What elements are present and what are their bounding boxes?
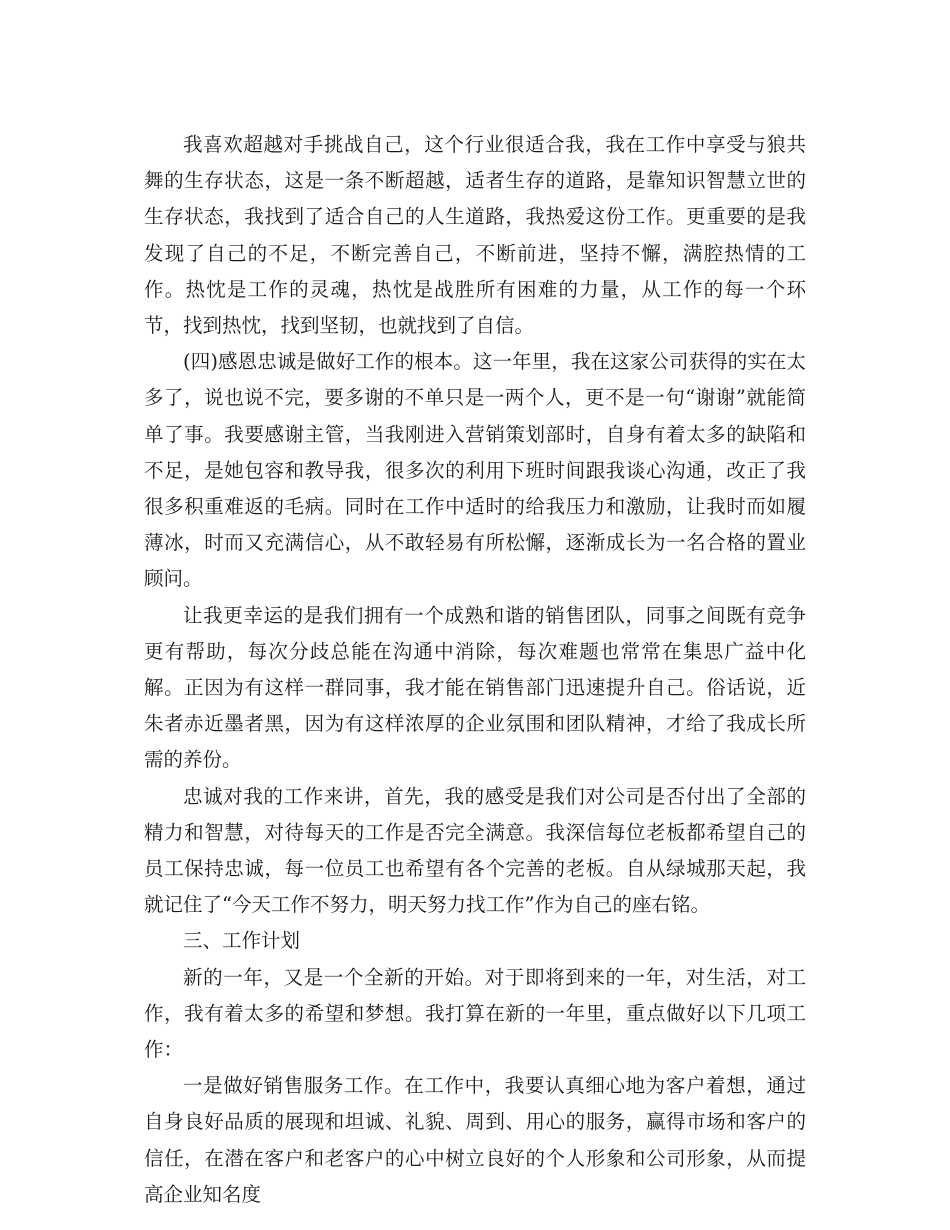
paragraph-sales-service: 一是做好销售服务工作。在工作中，我要认真细心地为客户着想，通过自身良好品质的展现和坦诚、礼貌、周到、用心的服务，赢得市场和客户的信任，在潜在客户和老客户的心中树立良好的个人形象和公司形象，从而提高企业知名度 — [144, 1074, 806, 1206]
paragraph-loyalty-motto: 忠诚对我的工作来讲，首先，我的感受是我们对公司是否付出了全部的精力和智慧，对待每天的工作是否完全满意。我深信每位老板都希望自己的员工保持忠诚，每一位员工也希望有各个完善的老板。自从绿城那天起，我就记住了“今天工作不努力，明天努力找工作”作为自己的座右铭。 — [144, 784, 806, 917]
paragraph-new-year-plan: 新的一年，又是一个全新的开始。对于即将到来的一年，对生活，对工作，我有着太多的希望和梦想。我打算在新的一年里，重点做好以下几项工作： — [144, 965, 806, 1062]
paragraph-gratitude-loyalty: (四)感恩忠诚是做好工作的根本。这一年里，我在这家公司获得的实在太多了，说也说不完，要多谢的不单只是一两个人，更不是一句“谢谢”就能简单了事。我要感谢主管，当我刚进入营销策划部时，自身有着太多的缺陷和不足，是她包容和教导我，很多次的利用下班时间跟我谈心沟通，改正了我很多积重难返的毛病。同时在工作中适时的给我压力和激励，让我时而如履薄冰，时而又充满信心，从不敢轻易有所松懈，逐渐成长为一名合格的置业顾问。 — [144, 350, 806, 591]
paragraph-career-passion: 我喜欢超越对手挑战自己，这个行业很适合我，我在工作中享受与狼共舞的生存状态，这是一条不断超越，适者生存的道路，是靠知识智慧立世的生存状态，我找到了适合自己的人生道路，我热爱这份工作。更重要的是我发现了自己的不足，不断完善自己，不断前进，坚持不懈，满腔热情的工作。热忱是工作的灵魂，热忱是战胜所有困难的力量，从工作的每一个环节，找到热忱，找到坚韧，也就找到了自信。 — [144, 133, 806, 338]
paragraph-sales-team: 让我更幸运的是我们拥有一个成熟和谐的销售团队，同事之间既有竞争更有帮助，每次分歧总能在沟通中消除，每次难题也常常在集思广益中化解。正因为有这样一群同事，我才能在销售部门迅速提升自己。俗话说，近朱者赤近墨者黑，因为有这样浓厚的企业氛围和团队精神，才给了我成长所需的养份。 — [144, 603, 806, 772]
document-body — [144, 127, 806, 1213]
section-heading-work-plan: 三、工作计划 — [183, 929, 301, 953]
